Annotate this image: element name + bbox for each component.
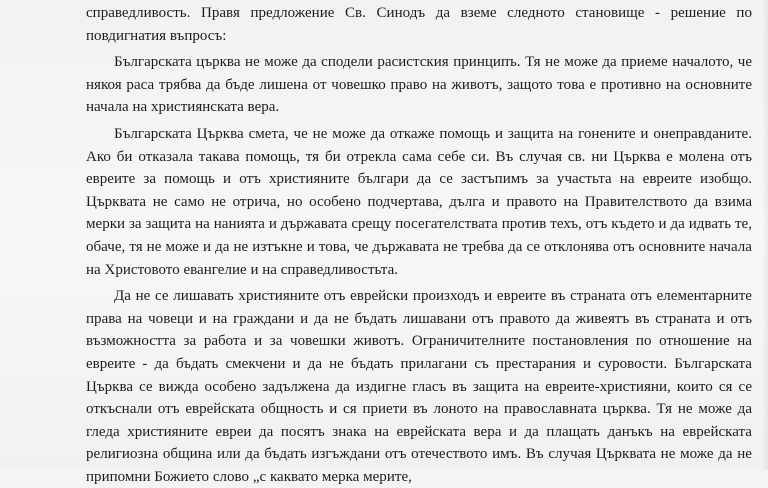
scan-edge-shadow: [762, 0, 768, 470]
paragraph-racist-principle: Българската църква не може да сподели расистския принципъ. Тя не може да приеме началото, че някоя раса трябва да бъде лишена от човешко право на животъ, защото това е противно на основните начала на християнската вера.: [86, 54, 752, 116]
paragraph-church-help: Българската Църква смета, че не може да откаже помощь и защита на гонените и онеправданите. Ако би отказала такава помощь, тя би отрекла сама себе си. Въ случая св. ни Църква е молена отъ евреите за помощь и отъ християните българи да се застъпимъ за участьта на евреите изобщо. Църквата не само не отрича, но особено подчертава, дълга и правото на Правителството да взима мерки за защита на нанията и държавата срещу посегателствата против техъ, отъ където и да идвать те, обаче, тя не може и да не изтъкне и това, че държавата не требва да се отклонява отъ основните начала на Христовото евангелие и на справедливостьта.: [86, 125, 752, 278]
document-body: [86, 2, 752, 488]
paragraph-rights: Да не се лишавать християните отъ еврейски произходъ и евреите въ страната отъ елементарните права на човеци и на граждани и да не бъдать лишавани отъ правото да живеятъ въ страната и отъ възможността за работа и за човешки животъ. Ограничителните постановления по отношение на евреите - да бъдать смекчени и да не бъдать прилагани съ престарания и суровости. Българската Църква се вижда особено задължена да издигне гласъ въ защита на евреите-християни, които ся се откъснали отъ еврейската общность и ся приети въ лоното на православната църква. Тя не може да гледа християните евреи да посятъ знака на еврейската вера и да плащать данъкъ на еврейската религиозна община или да бъдать изгъждани отъ отечеството имъ. Въ случая Църквата не може да не припомни Божието слово „с каквато мерка мерите,: [86, 288, 752, 485]
paragraph-continuation: справедливость. Правя предложение Св. Синодъ да вземе следното становище - решение по повдигнатия въпросъ:: [86, 5, 752, 44]
